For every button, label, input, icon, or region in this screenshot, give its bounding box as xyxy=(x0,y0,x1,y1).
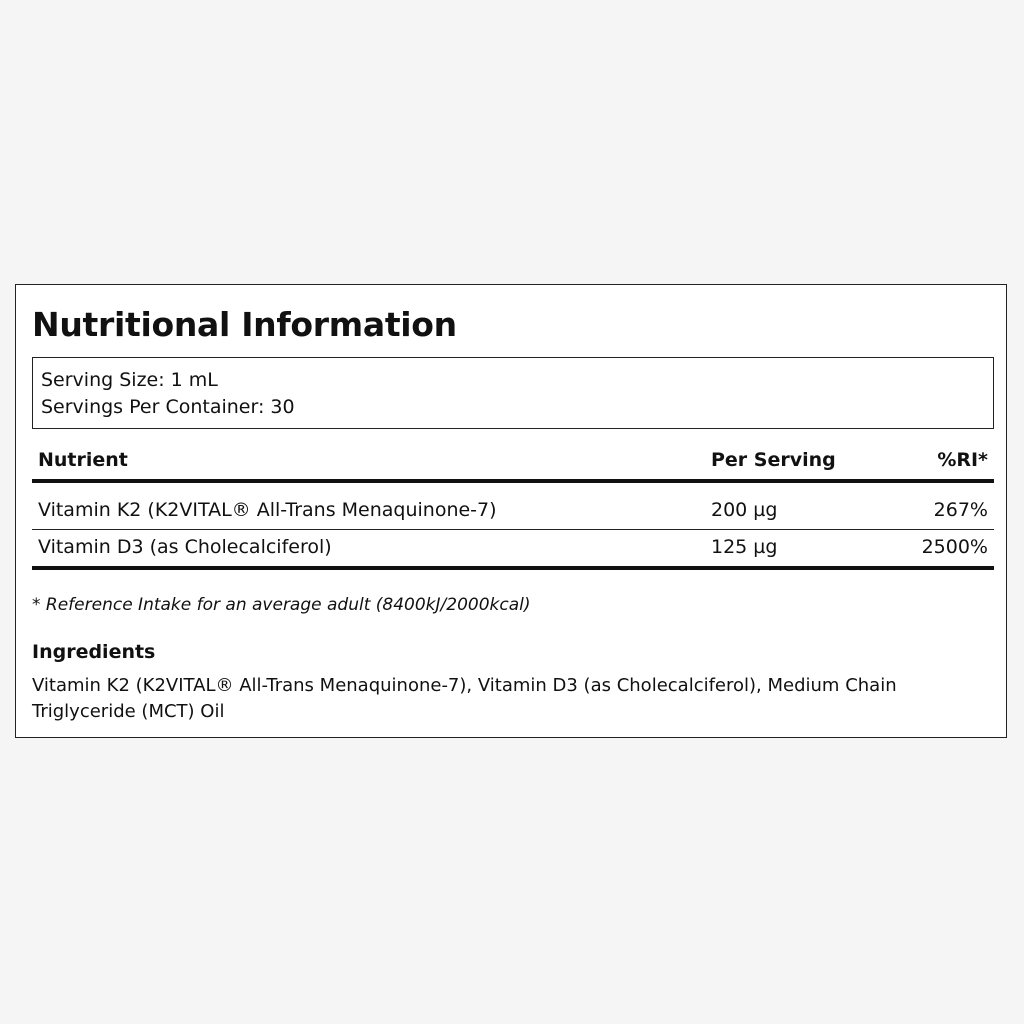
nutrient-table xyxy=(32,443,994,570)
nutrient-amount: 200 µg xyxy=(711,499,778,521)
header-ri: %RI* xyxy=(937,449,988,471)
nutrient-name: Vitamin K2 (K2VITAL® All-Trans Menaquinone-7) xyxy=(38,499,497,521)
ingredients-heading: Ingredients xyxy=(32,641,156,663)
serving-info-box xyxy=(32,357,994,429)
nutrient-name: Vitamin D3 (as Cholecalciferol) xyxy=(38,536,332,558)
servings-per-container: Servings Per Container: 30 xyxy=(41,396,295,418)
nutrient-ri: 267% xyxy=(933,499,988,521)
nutrition-panel xyxy=(15,284,1007,738)
nutrient-amount: 125 µg xyxy=(711,536,778,558)
reference-intake-footnote: * Reference Intake for an average adult (8400kJ/2000kcal) xyxy=(32,595,531,615)
serving-size: Serving Size: 1 mL xyxy=(41,369,218,391)
header-per-serving: Per Serving xyxy=(711,449,836,471)
ingredients-text: Vitamin K2 (K2VITAL® All-Trans Menaquinone-7), Vitamin D3 (as Cholecalciferol), Medium Chain Triglyceride (MCT) Oil xyxy=(32,675,897,722)
table-row xyxy=(32,530,994,570)
header-nutrient: Nutrient xyxy=(38,449,128,471)
table-header-row xyxy=(32,443,994,483)
page-title: Nutritional Information xyxy=(32,305,457,344)
table-row xyxy=(32,483,994,530)
nutrient-ri: 2500% xyxy=(921,536,988,558)
